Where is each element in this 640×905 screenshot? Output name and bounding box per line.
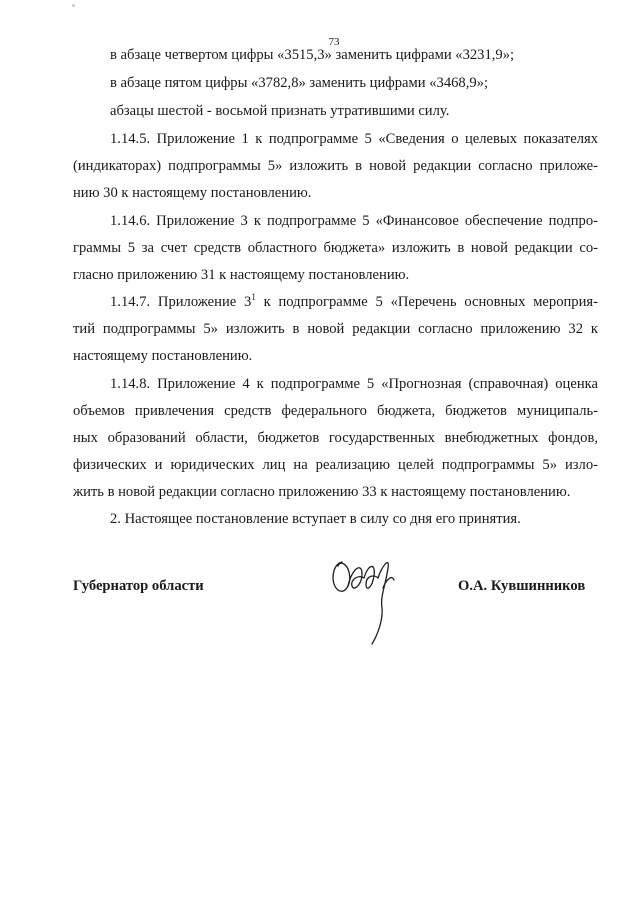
text-line: в абзаце четвертом цифры «3515,3» заменить цифрами «3231,9»; xyxy=(110,47,515,63)
text-line xyxy=(110,293,598,311)
text-line: настоящему постановлению. xyxy=(73,348,253,364)
text-line: физических и юридических лиц на реализацию целей подпрограммы 5» изло- xyxy=(73,457,598,473)
signatory-name: О.А. Кувшинников xyxy=(458,578,586,594)
text-line: 2. Настоящее постановление вступает в силу со дня его принятия. xyxy=(110,511,521,527)
text-line: в абзаце пятом цифры «3782,8» заменить цифрами «3468,9»; xyxy=(110,75,489,91)
text-line: жить в новой редакции согласно приложению 33 к настоящему постановлению. xyxy=(73,484,571,500)
text-line: тий подпрограммы 5» изложить в новой редакции согласно приложению 32 к xyxy=(73,321,598,337)
signatory-title: Губернатор области xyxy=(73,578,204,594)
text-fragment: 1.14.7. Приложение 3 xyxy=(110,294,252,310)
text-line: абзацы шестой - восьмой признать утратившими силу. xyxy=(110,103,450,119)
superscript: 1 xyxy=(251,292,256,302)
text-line: 1.14.6. Приложение 3 к подпрограмме 5 «Финансовое обеспечение подпро- xyxy=(110,213,598,229)
scan-speck xyxy=(72,4,75,7)
text-line: граммы 5 за счет средств областного бюджета» изложить в новой редакции со- xyxy=(73,240,598,256)
page-number: 73 xyxy=(328,36,340,48)
text-line: объемов привлечения средств федерального бюджета, бюджетов муниципаль- xyxy=(73,403,598,419)
text-line: гласно приложению 31 к настоящему постановлению. xyxy=(73,267,410,283)
text-line: 1.14.5. Приложение 1 к подпрограмме 5 «Сведения о целевых показателях xyxy=(110,131,598,147)
text-fragment: к подпрограмме 5 «Перечень основных мероприя- xyxy=(255,294,598,310)
text-line: нию 30 к настоящему постановлению. xyxy=(73,185,312,201)
text-line: (индикаторах) подпрограммы 5» изложить в новой редакции согласно приложе- xyxy=(73,158,598,174)
text-line: 1.14.8. Приложение 4 к подпрограмме 5 «Прогнозная (справочная) оценка xyxy=(110,376,598,392)
text-line: ных образований области, бюджетов государственных внебюджетных фондов, xyxy=(73,430,598,446)
handwritten-signature xyxy=(328,548,400,646)
